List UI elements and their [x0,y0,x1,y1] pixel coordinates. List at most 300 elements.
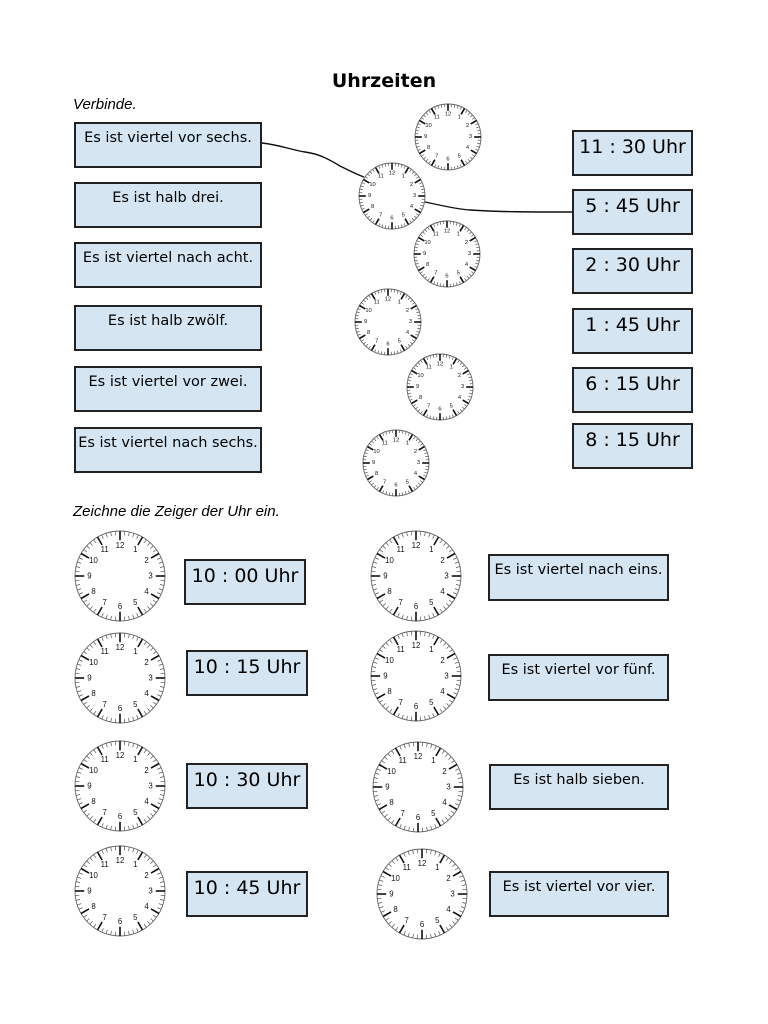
hour-tick [436,818,441,826]
clock-numeral: 10 [385,556,394,566]
minute-tick [448,757,451,760]
hour-tick [394,637,399,645]
minute-tick [448,814,451,817]
minute-tick [76,777,80,778]
minute-tick [160,882,164,883]
minute-tick [133,635,134,639]
hour-tick [138,537,143,545]
minute-tick [144,540,146,543]
clock-numeral: 11 [100,544,109,554]
minute-tick [157,695,161,697]
sentence-box[interactable]: Es ist viertel vor sechs. [74,122,262,168]
hour-tick [81,656,89,661]
time-box[interactable]: 5 : 45 Uhr [572,189,693,235]
minute-tick [90,858,93,861]
minute-tick [407,616,408,620]
minute-tick [385,814,388,817]
minute-tick [159,562,163,563]
clock-face-icon[interactable] [74,845,166,937]
clock-numeral: 4 [446,904,451,914]
sentence-box[interactable]: Es ist viertel vor zwei. [74,366,262,412]
minute-tick [128,634,129,638]
clock-numeral: 8 [370,204,375,211]
clock-numeral: 12 [436,361,444,368]
minute-tick [375,658,379,660]
minute-tick [380,600,383,602]
hour-tick [377,594,385,599]
minute-tick [386,706,389,709]
clock-numeral: 1 [397,299,401,306]
minute-tick [446,646,449,649]
clock-numeral: 1 [133,544,138,554]
clock-face-icon[interactable] [372,741,464,833]
clock-face-icon[interactable] [74,632,166,724]
clock-numeral: 8 [91,901,96,911]
minute-tick [442,751,444,754]
sentence-box[interactable]: Es ist viertel nach acht. [74,242,262,288]
clock-numeral: 2 [457,372,462,379]
clock-numeral: 1 [435,862,440,872]
clock-numeral: 7 [102,700,107,710]
clock-numeral: 2 [409,181,414,188]
minute-tick [398,713,400,717]
clock-numeral: 7 [102,913,107,923]
minute-tick [426,827,427,831]
clock-numeral: 5 [431,809,436,819]
hour-tick [453,912,461,917]
minute-tick [157,803,161,805]
clock-numeral: 4 [413,471,418,478]
minute-tick [111,826,112,830]
minute-tick [404,826,405,830]
minute-tick [77,904,81,905]
minute-tick [440,709,442,712]
minute-tick [102,745,104,749]
minute-tick [128,931,129,935]
clock-face-icon[interactable] [370,630,462,722]
clock-numeral: 11 [402,862,411,872]
minute-tick [159,877,163,878]
minute-tick [382,811,385,813]
clock-numeral: 12 [411,640,421,650]
minute-tick [94,540,96,543]
time-box[interactable]: 1 : 45 Uhr [572,308,693,354]
minute-tick [392,924,395,927]
minute-tick [424,716,425,720]
clock-numeral: 2 [144,766,149,776]
clock-numeral: 3 [444,571,449,581]
minute-tick [160,686,164,687]
minute-tick [424,632,425,636]
minute-tick [87,861,90,864]
minute-tick [461,907,465,908]
minute-tick [456,684,460,685]
hour-tick [151,869,159,874]
minute-tick [377,769,381,771]
clock-numeral: 8 [425,262,430,269]
minute-tick [455,868,458,870]
clock-numeral: 7 [400,809,405,819]
clock-numeral: 6 [394,482,398,489]
minute-tick [153,760,156,762]
hour-tick [440,855,445,863]
minute-tick [87,918,90,921]
clock-numeral: 9 [87,886,92,896]
clock-numeral: 4 [405,330,410,337]
minute-tick [157,768,161,770]
minute-tick [402,715,403,719]
minute-tick [398,613,400,617]
minute-tick [79,768,83,770]
time-box[interactable]: 8 : 15 Uhr [572,423,693,469]
minute-tick [157,908,161,910]
minute-tick [409,743,410,747]
clock-numeral: 3 [444,671,449,681]
minute-tick [144,750,146,753]
minute-tick [137,745,139,749]
clock-numeral: 10 [387,767,396,777]
minute-tick [147,816,150,819]
minute-tick [160,899,164,900]
time-box: 10 : 15 Uhr [186,650,308,696]
hour-tick [151,656,159,661]
sentence-box[interactable]: Es ist halb zwölf. [74,305,262,351]
connection-line [425,202,572,212]
minute-tick [390,609,392,612]
minute-tick [392,820,394,823]
sentence-box: Es ist viertel nach eins. [488,554,669,601]
minute-tick [76,686,80,687]
minute-tick [144,855,146,858]
minute-tick [429,533,430,537]
clock-numeral: 7 [404,916,409,926]
minute-tick [153,915,156,917]
clock-numeral: 10 [89,766,98,776]
minute-tick [102,715,104,719]
sentence-box[interactable]: Es ist halb drei. [74,182,262,228]
minute-tick [458,795,462,796]
clock-numeral: 2 [144,556,149,566]
clock-numeral: 8 [91,796,96,806]
minute-tick [451,811,454,813]
minute-tick [133,825,134,829]
minute-tick [404,853,406,857]
hour-tick [98,709,103,717]
minute-tick [144,924,146,927]
minute-tick [383,646,386,649]
clock-numeral: 4 [440,686,445,696]
minute-tick [459,876,463,878]
clock-numeral: 10 [365,307,372,314]
minute-tick [388,754,391,757]
clock-numeral: 10 [369,181,376,188]
minute-tick [375,800,379,801]
minute-tick [106,743,107,747]
hour-tick [81,764,89,769]
minute-tick [389,921,392,924]
minute-tick [128,826,129,830]
clock-numeral: 7 [102,598,107,608]
minute-tick [87,603,90,606]
minute-tick [373,589,377,590]
clock-numeral: 3 [412,193,417,199]
minute-tick [150,756,153,759]
minute-tick [87,813,90,816]
instruction-connect: Verbinde. [73,96,137,113]
minute-tick [157,660,161,662]
clock-face-icon[interactable] [74,740,166,832]
minute-tick [159,589,163,590]
sentence-box: Es ist halb sieben. [489,764,669,810]
minute-tick [133,533,134,537]
minute-tick [455,804,459,806]
minute-tick [77,691,81,692]
minute-tick [84,865,87,867]
hour-tick [138,922,143,930]
clock-numeral: 5 [133,598,138,608]
minute-tick [137,715,139,719]
minute-tick [87,648,90,651]
clock-numeral: 9 [87,571,92,581]
hour-tick [151,909,159,914]
instruction-draw-hands: Zeichne die Zeiger der Uhr ein. [73,503,280,520]
clock-numeral: 6 [446,156,450,163]
clock-numeral: 3 [467,251,472,257]
clock-face-icon[interactable] [370,530,462,622]
hour-tick [138,852,143,860]
minute-tick [159,664,163,665]
clock-numeral: 6 [386,341,390,348]
minute-tick [430,934,431,938]
clock-numeral: 11 [398,755,407,765]
minute-tick [133,615,134,619]
minute-tick [79,660,83,662]
time-box[interactable]: 11 : 30 Uhr [572,130,693,176]
hour-tick [379,805,387,810]
clock-numeral: 7 [375,338,379,345]
minute-tick [106,848,107,852]
minute-tick [430,850,431,854]
clock-numeral: 6 [117,704,123,714]
minute-tick [443,643,446,646]
minute-tick [381,876,385,878]
minute-tick [449,924,452,927]
sentence-box: Es ist viertel vor vier. [489,871,669,917]
clock-numeral: 3 [148,673,153,683]
minute-tick [440,609,442,612]
hour-tick [377,654,385,659]
hour-tick [436,748,441,756]
clock-numeral: 9 [385,782,390,792]
hour-tick [379,765,387,770]
clock-numeral: 7 [102,808,107,818]
minute-tick [150,705,153,708]
minute-tick [153,652,156,654]
minute-tick [84,652,87,654]
minute-tick [380,700,383,702]
clock-numeral: 12 [384,296,392,303]
clock-numeral: 5 [397,338,401,345]
clock-numeral: 12 [443,228,451,235]
clock-numeral: 9 [415,384,420,390]
minute-tick [402,615,403,619]
minute-tick [461,880,465,881]
minute-tick [77,664,81,665]
minute-tick [128,532,129,536]
clock-numeral: 9 [383,671,388,681]
minute-tick [449,700,452,702]
minute-tick [157,873,161,875]
time-box: 10 : 45 Uhr [186,871,308,917]
clock-numeral: 5 [429,698,434,708]
minute-tick [79,695,83,697]
minute-tick [439,931,441,935]
minute-tick [433,613,435,617]
minute-tick [160,777,164,778]
minute-tick [409,827,410,831]
clock-numeral: 2 [442,767,447,777]
minute-tick [128,742,129,746]
clock-numeral: 11 [373,299,380,306]
minute-tick [375,693,379,695]
minute-tick [77,589,81,590]
minute-tick [157,558,161,560]
minute-tick [443,606,446,609]
clock-numeral: 4 [442,797,447,807]
clock-numeral: 11 [425,364,432,371]
hour-tick [98,537,103,545]
minute-tick [87,546,90,549]
clock-numeral: 2 [405,307,410,314]
minute-tick [79,873,83,875]
minute-tick [446,603,449,606]
clock-numeral: 12 [444,111,452,118]
minute-tick [455,769,459,771]
minute-tick [150,918,153,921]
minute-tick [372,684,376,685]
minute-tick [379,907,383,908]
clock-numeral: 6 [419,920,425,930]
minute-tick [431,744,432,748]
clock-numeral: 11 [100,754,109,764]
hour-tick [138,607,143,615]
hour-tick [98,747,103,755]
minute-tick [398,535,400,539]
clock-numeral: 2 [465,122,470,129]
clock-face-icon[interactable] [74,530,166,622]
clock-numeral: 9 [87,781,92,791]
clock-numeral: 8 [91,688,96,698]
minute-tick [377,804,381,806]
minute-tick [147,858,150,861]
minute-tick [457,800,461,801]
minute-tick [442,820,444,823]
sentence-box[interactable]: Es ist viertel nach sechs. [74,427,262,473]
hour-tick [151,696,159,701]
minute-tick [111,718,112,722]
minute-tick [106,717,107,721]
minute-tick [385,757,388,760]
clock-numeral: 12 [115,855,125,865]
minute-tick [147,708,150,711]
minute-tick [133,930,134,934]
minute-tick [455,589,459,590]
minute-tick [150,603,153,606]
minute-tick [386,918,389,920]
clock-numeral: 1 [457,114,461,121]
clock-numeral: 3 [148,781,153,791]
time-box[interactable]: 6 : 15 Uhr [572,367,693,413]
minute-tick [455,662,459,663]
clock-numeral: 10 [89,871,98,881]
minute-tick [389,864,392,867]
minute-tick [144,609,146,612]
minute-tick [160,584,164,585]
minute-tick [458,778,462,779]
hour-tick [98,817,103,825]
minute-tick [446,546,449,549]
minute-tick [379,880,383,881]
clock-numeral: 3 [460,384,465,390]
minute-tick [84,600,87,602]
clock-numeral: 7 [383,479,387,486]
minute-tick [424,532,425,536]
clock-numeral: 1 [401,173,405,180]
minute-tick [106,635,107,639]
clock-numeral: 10 [425,122,432,129]
hour-tick [151,554,159,559]
clock-numeral: 5 [449,403,453,410]
time-box[interactable]: 2 : 30 Uhr [572,248,693,294]
time-box: 10 : 00 Uhr [184,559,306,605]
clock-numeral: 3 [450,889,455,899]
minute-tick [375,773,379,774]
minute-tick [79,593,83,595]
clock-numeral: 6 [117,812,123,822]
minute-tick [102,535,104,539]
minute-tick [378,885,382,886]
minute-tick [400,824,402,828]
worksheet-title: Uhrzeiten [331,70,437,92]
minute-tick [402,533,403,537]
clock-numeral: 8 [366,330,371,337]
minute-tick [413,934,414,938]
clock-numeral: 12 [392,437,400,444]
clock-numeral: 12 [388,170,396,177]
minute-tick [76,669,80,670]
clock-numeral: 11 [432,231,439,238]
minute-tick [84,550,87,552]
minute-tick [453,693,457,695]
minute-tick [77,562,81,563]
hour-tick [151,764,159,769]
minute-tick [459,911,463,913]
clock-face-icon[interactable] [376,848,468,940]
minute-tick [390,540,392,543]
minute-tick [90,606,93,609]
minute-tick [150,813,153,816]
minute-tick [383,703,386,706]
clock-numeral: 6 [117,917,123,927]
minute-tick [137,928,139,932]
minute-tick [137,535,139,539]
clock-numeral: 1 [431,755,436,765]
minute-tick [407,532,408,536]
minute-tick [380,550,383,552]
minute-tick [147,921,150,924]
minute-tick [402,633,403,637]
minute-tick [440,540,442,543]
